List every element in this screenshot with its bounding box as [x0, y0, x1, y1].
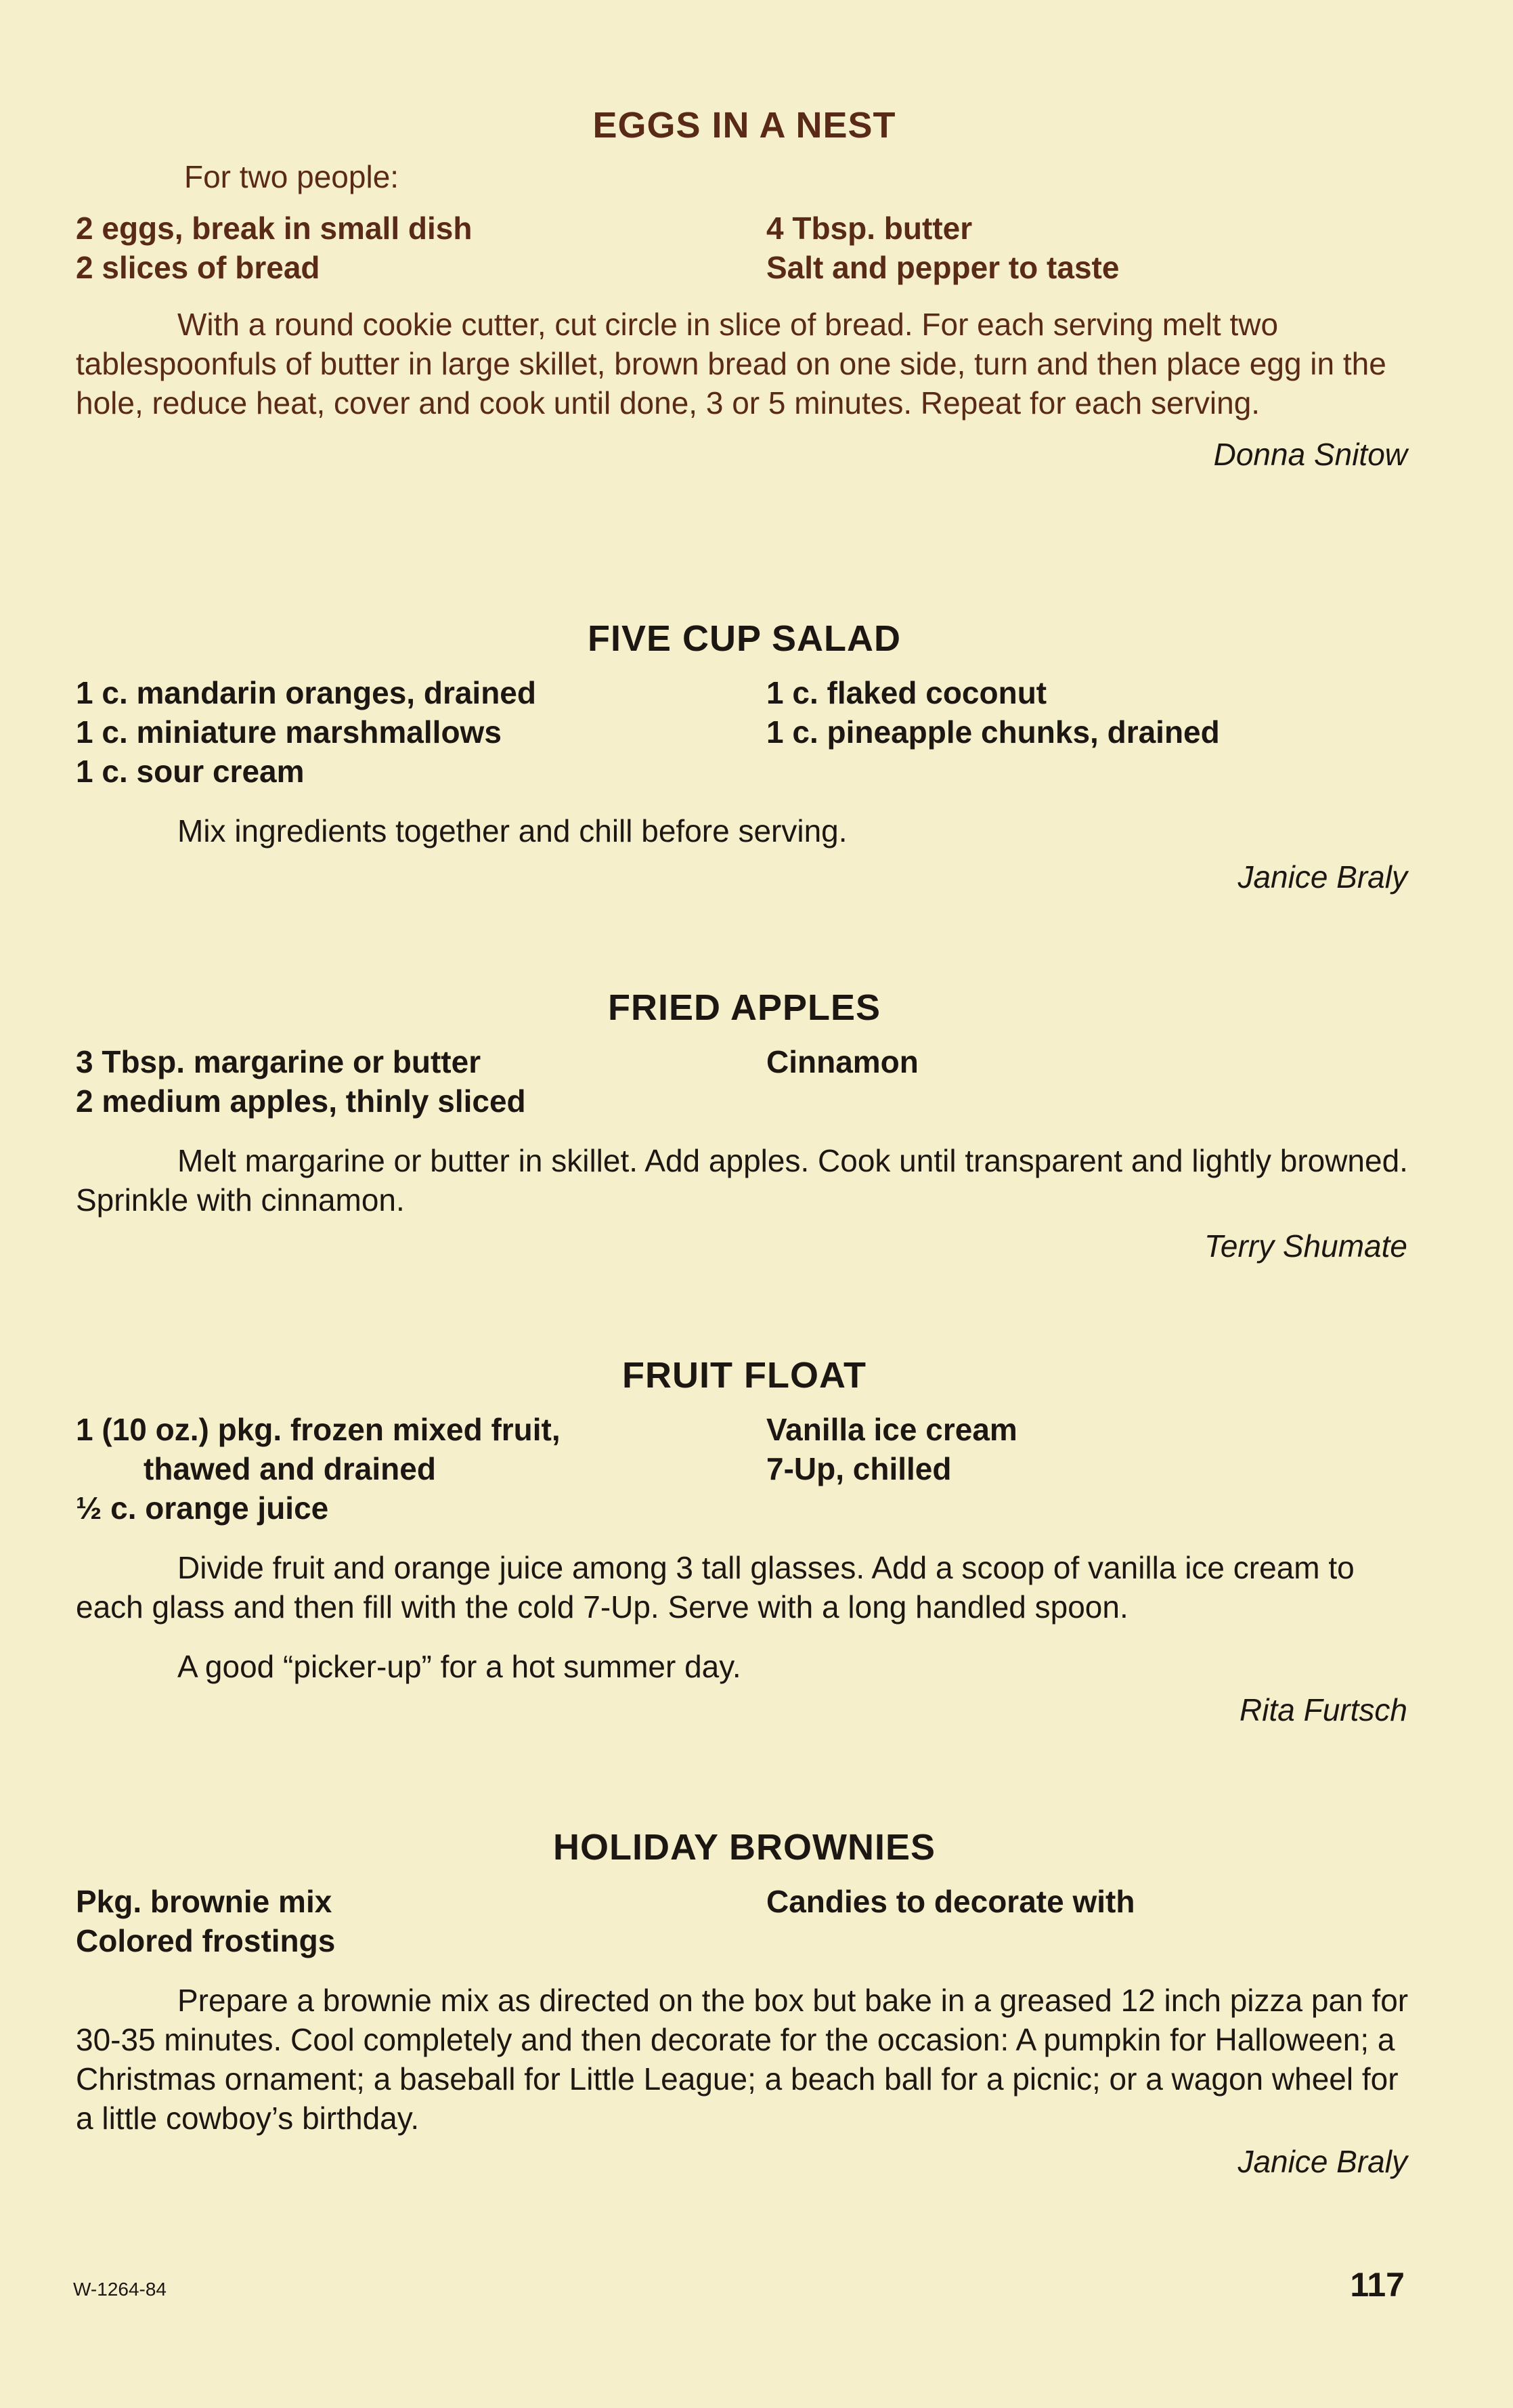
ingredient-column-right: [766, 1410, 1017, 1488]
ingredient: Vanilla ice cream: [766, 1412, 1017, 1447]
recipe-instructions: Prepare a brownie mix as directed on the box but bake in a greased 12 inch pizza pan for 30-35 minutes. Cool completely and then decorate for the occasion: A pumpkin for Halloween; a Christmas ornament; a baseball for Little League; a beach ball for a picnic; or a wagon wheel for a little cowboy’s birthday.: [76, 1983, 1409, 2136]
ingredient: 7-Up, chilled: [766, 1451, 952, 1486]
page-number: 117: [1350, 2266, 1405, 2304]
ingredient: thawed and drained: [144, 1451, 436, 1486]
recipe-title: FIVE CUP SALAD: [587, 618, 902, 659]
ingredient: Cinnamon: [766, 1044, 919, 1079]
recipe-title: FRIED APPLES: [607, 987, 881, 1028]
ingredient-column-left: [76, 673, 536, 791]
recipe-note: A good “picker-up” for a hot summer day.: [177, 1649, 741, 1684]
ingredient: Pkg. brownie mix: [76, 1884, 332, 1919]
recipe-title: EGGS IN A NEST: [592, 105, 896, 146]
ingredient-column-left: [76, 1410, 561, 1528]
ingredient: 1 (10 oz.) pkg. frozen mixed fruit,: [76, 1412, 561, 1447]
recipe-author: Donna Snitow: [1213, 437, 1407, 472]
ingredient: 1 c. mandarin oranges, drained: [76, 675, 536, 710]
ingredient-column-right: [766, 209, 1119, 287]
ingredient-list: [76, 673, 1413, 791]
recipe-fried-apples: [76, 985, 1413, 1266]
ingredient: ½ c. orange juice: [76, 1490, 329, 1526]
ingredient-column-left: [76, 209, 472, 287]
ingredient: 1 c. flaked coconut: [766, 675, 1047, 710]
recipe-instructions: Melt margarine or butter in skillet. Add apples. Cook until transparent and lightly browned. Sprinkle with cinnamon.: [76, 1143, 1408, 1218]
ingredient-column-right: [766, 1042, 919, 1081]
recipe-author: Janice Braly: [1237, 2144, 1407, 2179]
ingredient-column-left: [76, 1882, 335, 1960]
ingredient-column-right: [766, 673, 1220, 752]
recipe-five-cup-salad: [76, 616, 1413, 897]
recipe-fruit-float: [76, 1353, 1413, 1729]
recipe-title: HOLIDAY BROWNIES: [552, 1827, 936, 1868]
ingredient: 2 slices of bread: [76, 250, 320, 285]
recipe-instructions: With a round cookie cutter, cut circle in slice of bread. For each serving melt two tablespoonfuls of butter in large skillet, brown bread on one side, turn and then place egg in the hole, reduce heat, cover and cook until done, 3 or 5 minutes. Repeat for each serving.: [76, 307, 1386, 421]
recipe-instructions: Divide fruit and orange juice among 3 tall glasses. Add a scoop of vanilla ice cream to each glass and then fill with the cold 7-Up. Serve with a long handled spoon.: [76, 1550, 1355, 1625]
ingredient: 2 eggs, break in small dish: [76, 211, 473, 246]
ingredient-list: [76, 1882, 1413, 1960]
ingredient: Salt and pepper to taste: [766, 250, 1120, 285]
ingredient: 1 c. miniature marshmallows: [76, 714, 502, 750]
ingredient: Colored frostings: [76, 1923, 336, 1958]
ingredient: 2 medium apples, thinly sliced: [76, 1083, 526, 1119]
recipe-eggs-in-a-nest: [76, 103, 1413, 474]
recipe-title: FRUIT FLOAT: [622, 1355, 867, 1396]
ingredient: 1 c. pineapple chunks, drained: [766, 714, 1220, 750]
recipe-author: Rita Furtsch: [1240, 1692, 1407, 1727]
ingredient-list: [76, 1410, 1413, 1528]
recipe-author: Janice Braly: [1237, 859, 1407, 895]
ingredient-column-right: [766, 1882, 1135, 1921]
recipe-instructions: Mix ingredients together and chill before serving.: [177, 813, 848, 848]
ingredient: 3 Tbsp. margarine or butter: [76, 1044, 481, 1079]
ingredient: 4 Tbsp. butter: [766, 211, 973, 246]
recipe-intro: For two people:: [184, 159, 399, 194]
recipe-holiday-brownies: [76, 1825, 1413, 2181]
ingredient: 1 c. sour cream: [76, 754, 305, 789]
ingredient: Candies to decorate with: [766, 1884, 1135, 1919]
footer-code: W-1264-84: [73, 2279, 167, 2300]
recipe-author: Terry Shumate: [1204, 1228, 1407, 1264]
ingredient-list: [76, 1042, 1413, 1121]
ingredient-list: [76, 209, 1413, 287]
ingredient-column-left: [76, 1042, 526, 1121]
